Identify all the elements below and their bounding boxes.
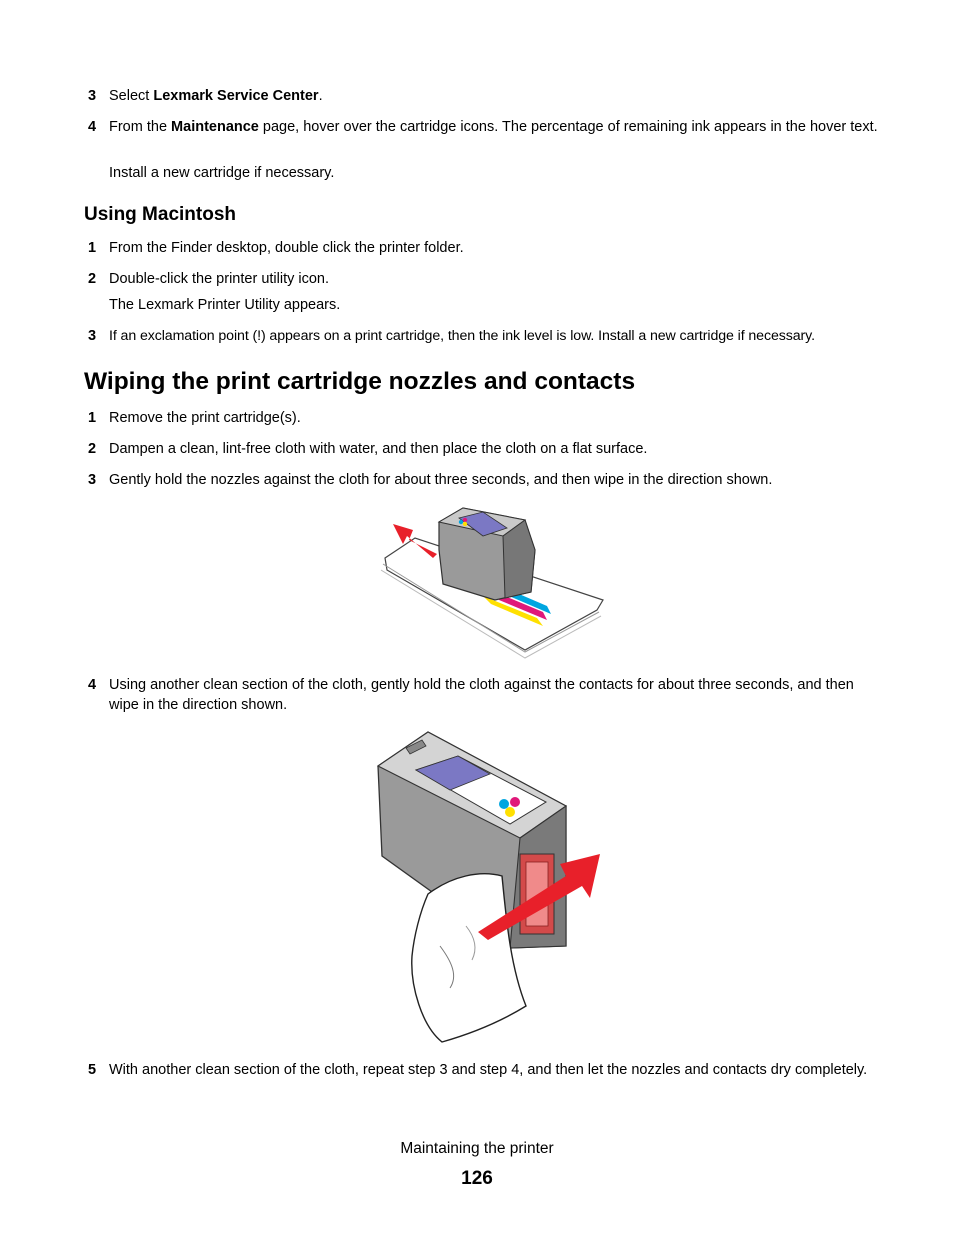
step-number: 3 (88, 328, 97, 344)
section-heading: Wiping the print cartridge nozzles and contacts (84, 368, 636, 395)
step-number: 2 (88, 441, 97, 457)
nozzle-wipe-illustration (375, 500, 610, 662)
page-number: 126 (461, 1168, 493, 1189)
step-number: 1 (88, 240, 97, 256)
step-text: From the Maintenance page, hover over the cartridge icons. The percentage of remaining ink appears in the hover text. (109, 119, 878, 135)
step-number: 4 (88, 119, 97, 135)
footer-chapter-title: Maintaining the printer (400, 1140, 554, 1157)
step-text: Double-click the printer utility icon. (109, 271, 330, 287)
utility-note: The Lexmark Printer Utility appears. (109, 297, 341, 313)
step-number: 5 (88, 1062, 97, 1078)
cyan-dot (499, 799, 509, 809)
step-text: If an exclamation point (!) appears on a print cartridge, then the ink level is low. Install a new cartridge if necessary. (109, 328, 815, 344)
magenta-dot (463, 518, 467, 522)
step-text: Gently hold the nozzles against the cloth for about three seconds, and then wipe in the direction shown. (109, 472, 773, 488)
step-number: 2 (88, 271, 97, 287)
step-number: 3 (88, 88, 97, 104)
contact-wipe-illustration (370, 726, 610, 1048)
yellow-dot (463, 522, 467, 526)
step-text: Dampen a clean, lint-free cloth with water, and then place the cloth on a flat surface. (109, 441, 648, 457)
step-number: 4 (88, 677, 97, 693)
step-number: 1 (88, 410, 97, 426)
magenta-dot (510, 797, 520, 807)
yellow-dot (505, 807, 515, 817)
mac-heading: Using Macintosh (84, 204, 237, 225)
step-number: 3 (88, 472, 97, 488)
step-text: Using another clean section of the cloth, gently hold the cloth against the contacts for about three seconds, and then wipe in the direction shown. (109, 677, 854, 713)
install-note: Install a new cartridge if necessary. (109, 165, 335, 181)
step-text: Remove the print cartridge(s). (109, 410, 301, 426)
step-text: With another clean section of the cloth, repeat step 3 and step 4, and then let the nozzles and contacts dry completely. (109, 1062, 868, 1078)
step-text: Select Lexmark Service Center. (109, 88, 323, 104)
step-text: From the Finder desktop, double click the printer folder. (109, 240, 464, 256)
cyan-dot (459, 520, 463, 524)
